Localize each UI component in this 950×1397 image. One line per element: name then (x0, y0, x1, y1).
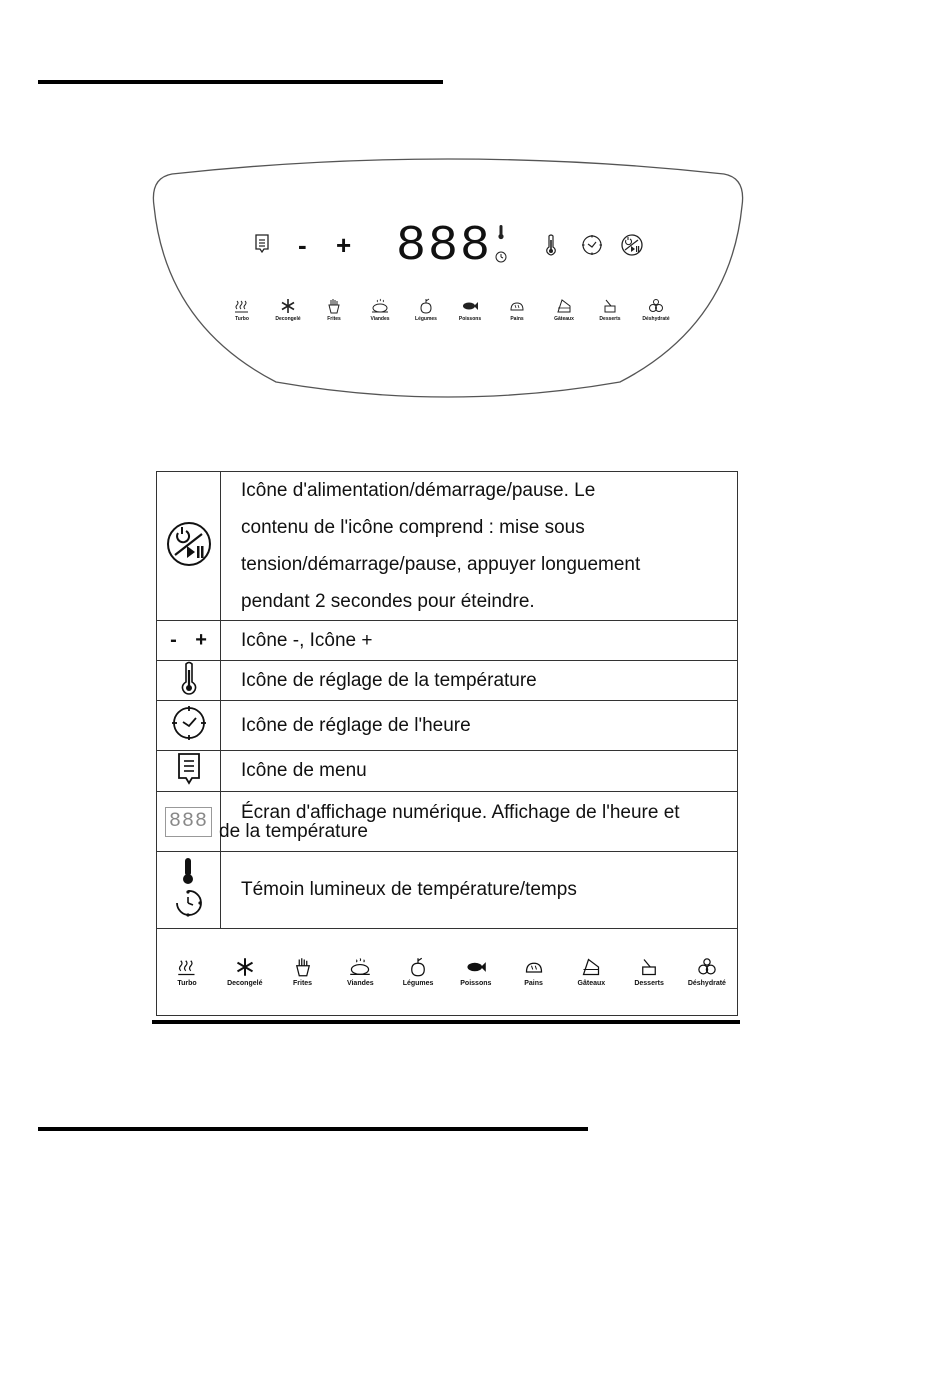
snowflake-icon (235, 957, 255, 977)
cake-icon (581, 957, 601, 977)
roast-chicken-icon (371, 298, 389, 314)
mode-label: Légumes (415, 316, 437, 322)
panel-outline (150, 150, 746, 402)
mode-label: Frites (293, 980, 313, 987)
turbo-icon (177, 957, 197, 977)
legend-text: Témoin lumineux de température/temps (221, 852, 738, 929)
mode-deshydrate[interactable] (634, 298, 678, 322)
legend-text-line: contenu de l'icône comprend : mise sous (241, 517, 585, 538)
minus-button[interactable]: - (298, 230, 307, 260)
legend-row-minus-plus (157, 621, 738, 661)
legend-text (221, 472, 738, 621)
dehydrate-icon (697, 957, 717, 977)
legend-text (221, 792, 738, 852)
mode-poissons[interactable] (448, 298, 492, 322)
power-start-pause-icon[interactable] (620, 233, 644, 257)
legend-row-digital-display (157, 792, 738, 852)
legend-mode-desserts (623, 957, 675, 987)
mode-frites[interactable] (312, 298, 356, 322)
dehydrate-icon (648, 298, 664, 314)
icon-legend-table (156, 471, 738, 1016)
fries-icon (326, 298, 342, 314)
roast-chicken-icon (349, 957, 371, 977)
mode-gateaux[interactable] (542, 298, 586, 322)
mode-label: Poissons (460, 980, 492, 987)
mode-label: Decongelé (275, 316, 301, 322)
control-panel-illustration (150, 150, 746, 402)
vegetable-icon (418, 298, 434, 314)
legend-text: Icône de réglage de la température (221, 661, 738, 701)
power-start-pause-icon (165, 520, 213, 568)
mode-label: Viandes (346, 980, 374, 987)
legend-mode-frites (277, 957, 329, 987)
legend-mode-deshydrate (681, 957, 733, 987)
mode-label: Turbo (177, 980, 197, 987)
fries-icon (293, 957, 313, 977)
legend-mode-viandes (334, 957, 386, 987)
mode-label: Pains (510, 316, 524, 322)
thermometer-icon (178, 661, 200, 695)
temp-time-indicator-icon (174, 856, 204, 920)
legend-text-line: Écran d'affichage numérique. Affichage de l'heure et (241, 801, 680, 823)
legend-row-temperature (157, 661, 738, 701)
mode-label: Decongelé (227, 980, 263, 987)
minus-icon: - (170, 629, 177, 651)
thermometer-icon[interactable] (544, 234, 558, 256)
clock-icon[interactable] (581, 234, 603, 256)
legend-row-power (157, 472, 738, 621)
legend-icon-cell (157, 751, 221, 792)
temperature-indicator-icon (496, 224, 506, 240)
mode-pains[interactable] (495, 298, 539, 322)
section-rule-top (38, 80, 443, 84)
mode-desserts[interactable] (588, 298, 632, 322)
mode-label: Viandes (370, 316, 390, 322)
mode-label: Déshydraté (687, 980, 726, 987)
mode-viandes[interactable] (358, 298, 402, 322)
mode-label: Desserts (599, 316, 621, 322)
legend-row-menu (157, 751, 738, 792)
legend-mode-pains (508, 957, 560, 987)
legend-mode-gateaux (565, 957, 617, 987)
mode-label: Gâteaux (554, 316, 574, 322)
legend-mode-decongele (219, 957, 271, 987)
legend-icon-cell (157, 852, 221, 929)
legend-row-indicator (157, 852, 738, 929)
legend-mode-legumes (392, 957, 444, 987)
mode-label: Gâteaux (577, 980, 606, 987)
mode-label: Frites (327, 316, 341, 322)
mode-turbo[interactable] (220, 298, 264, 322)
legend-text-line: pendant 2 secondes pour éteindre. (241, 591, 535, 612)
plus-icon: + (195, 629, 207, 651)
legend-text-line: tension/démarrage/pause, appuyer longuement (241, 554, 641, 575)
section-rule-bottom (38, 1127, 588, 1131)
mode-legumes[interactable] (404, 298, 448, 322)
bread-icon (509, 298, 525, 314)
vegetable-icon (408, 957, 428, 977)
snowflake-icon (280, 298, 296, 314)
legend-text-line: Icône d'alimentation/démarrage/pause. Le (241, 480, 596, 501)
legend-underline-rule (152, 1020, 740, 1024)
mode-label: Déshydraté (642, 316, 670, 322)
mode-label: Desserts (634, 980, 664, 987)
menu-icon (177, 753, 201, 785)
digital-display-icon: 888 (165, 807, 212, 837)
mode-label: Légumes (402, 980, 434, 987)
legend-text-line: de la température (219, 820, 368, 842)
legend-mode-turbo (161, 957, 213, 987)
legend-icon-cell (157, 792, 221, 852)
time-indicator-icon (494, 250, 508, 264)
legend-modes-cell (157, 929, 738, 1016)
legend-icon-cell (157, 472, 221, 621)
legend-mode-poissons (450, 957, 502, 987)
mode-decongele[interactable] (266, 298, 310, 322)
fish-icon (461, 298, 479, 314)
menu-icon[interactable] (254, 234, 270, 254)
legend-text: Icône de menu (221, 751, 738, 792)
fish-icon (465, 957, 487, 977)
cake-icon (556, 298, 572, 314)
legend-icon-cell (157, 701, 221, 751)
dessert-pot-icon (602, 298, 618, 314)
mode-label: Poissons (458, 316, 482, 322)
legend-icon-cell (157, 661, 221, 701)
digital-display: 888 (396, 218, 493, 275)
dessert-pot-icon (639, 957, 659, 977)
mode-label: Pains (524, 980, 543, 987)
legend-row-time (157, 701, 738, 751)
mode-label: Turbo (235, 316, 249, 322)
legend-text: Icône -, Icône + (221, 621, 738, 661)
bread-icon (524, 957, 544, 977)
legend-text: Icône de réglage de l'heure (221, 701, 738, 751)
legend-row-modes (157, 929, 738, 1016)
clock-icon (171, 705, 207, 741)
legend-icon-cell (157, 621, 221, 661)
plus-button[interactable]: + (336, 230, 352, 260)
turbo-icon (234, 298, 250, 314)
